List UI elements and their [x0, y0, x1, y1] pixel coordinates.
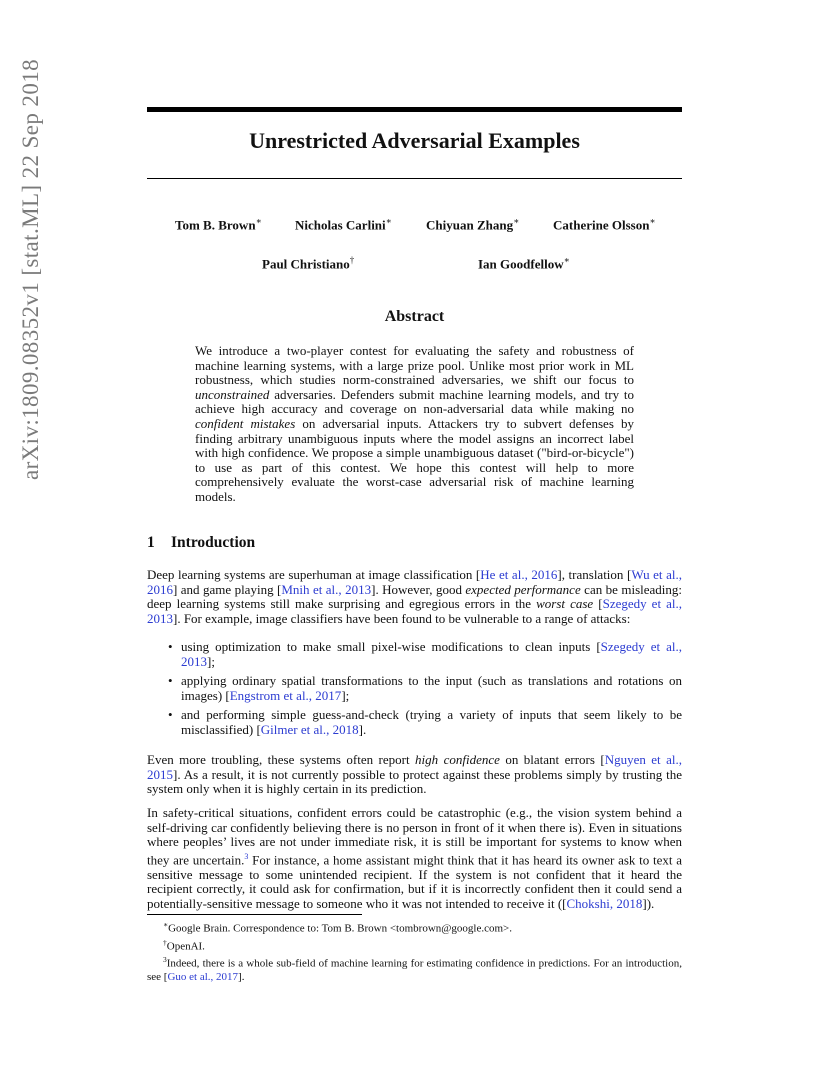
footnote: †OpenAI.: [163, 937, 205, 953]
citation-link[interactable]: Szegedy et al., 2013: [181, 639, 682, 669]
author: Ian Goodfellow∗: [478, 255, 570, 272]
author: Chiyuan Zhang∗: [426, 216, 520, 233]
citation-link[interactable]: Mnih et al., 2013: [281, 581, 372, 597]
title-bottom-rule: [147, 178, 682, 179]
citation-link[interactable]: Guo et al., 2017: [167, 970, 239, 983]
citation-link[interactable]: Gilmer et al., 2018: [260, 721, 359, 737]
list-item: • using optimization to make small pixel-wise modifications to clean inputs [Szegedy et al., 2013];: [168, 639, 682, 669]
author: Tom B. Brown∗: [175, 216, 262, 233]
footnotes: [147, 918, 682, 984]
abstract-text: We introduce a two-player contest for evaluating the safety and robustness of machine learning systems, with a large prize pool. Unlike most prior work in ML robustness, which studies norm-constrained adversaries, we shift our focus to unconstrained adversaries. Defenders submit machine learning models, and try to achieve high accuracy and coverage on non-adversarial data while making no confident mistakes on adversarial inputs. Attackers try to subvert defenses by finding arbitrary unambiguous inputs where the model assigns an incorrect label with high confidence. We propose a simple unambiguous dataset ("bird-or-bicycle") to use as part of this contest. We hope this contest will help to more comprehensively evaluate the worst-case adversarial risk of machine learning models.: [195, 343, 634, 504]
section-heading: 1 Introduction: [147, 534, 256, 551]
citation-link[interactable]: Engstrom et al., 2017: [229, 687, 342, 703]
abstract-heading: Abstract: [384, 308, 445, 325]
intro-paragraph-3: In safety-critical situations, confident errors could be catastrophic (e.g., the vision system behind a self-driving car confidently believing there is no person in front of it when there is). Even in situations where peoples’ lives are not under immediate risk, it is still be important for systems to know when they are uncertain.$^3$ For instance, a home assistant might think that it has heard its owner ask to text a sensitive message to some unintended recipient. If the system is not confident that it heard the recipient correctly, it could ask for confirmation, but if it is incorrectly confident then it could send a potentially-sensitive message to someone who it was not intended to receive it ([Chokshi, 2018]).: [147, 805, 682, 911]
citation-link[interactable]: He et al., 2016: [480, 567, 558, 582]
arxiv-identifier: arXiv:1809.08352v1 [stat.ML] 22 Sep 2018: [18, 58, 43, 480]
citation-link[interactable]: Szegedy et al., 2013: [147, 596, 682, 626]
intro-paragraph-2: Even more troubling, these systems often report high confidence on blatant errors [Nguyen et al., 2015]. As a result, it is not currently possible to protect against these problems simply by trusting the system only when it is highly certain in its prediction.: [147, 752, 682, 797]
list-item: • applying ordinary spatial transformations to the input (such as translations and rotations on images) [Engstrom et al., 2017];: [168, 673, 682, 703]
citation-link[interactable]: Chokshi, 2018: [566, 895, 643, 911]
list-item: • and performing simple guess-and-check (trying a variety of inputs that seem likely to be misclassified) [Gilmer et al., 2018].: [168, 707, 682, 737]
author: Paul Christiano†: [262, 255, 355, 272]
author: Catherine Olsson∗: [553, 216, 656, 233]
footnote: $^3$Indeed, there is a whole sub-field of machine learning for estimating confidence in predictions. For an introduction, see [Guo et al., 2017].: [147, 955, 682, 983]
paper-title: Unrestricted Adversarial Examples: [249, 128, 580, 153]
intro-paragraph-1: Deep learning systems are superhuman at image classification [He et al., 2016], translation [Wu et al., 2016] and game playing [Mnih et al., 2013]. However, good expected performance can be misleading: deep learning systems still make surprising and egregious errors in the worst case [Szegedy et al., 2013]. For example, image classifiers have been found to be vulnerable to a range of attacks:: [147, 567, 683, 626]
citation-link[interactable]: Nguyen et al., 2015: [147, 752, 682, 782]
footnote-mark[interactable]: 3: [244, 851, 249, 861]
citation-link[interactable]: Wu et al., 2016: [147, 567, 682, 597]
attack-list: [168, 639, 682, 743]
author: Nicholas Carlini∗: [295, 216, 392, 233]
footnote-rule: [147, 914, 362, 915]
title-top-rule: [147, 107, 682, 112]
footnote: ∗Google Brain. Correspondence to: Tom B. Brown <tombrown@google.com>.: [163, 920, 512, 935]
